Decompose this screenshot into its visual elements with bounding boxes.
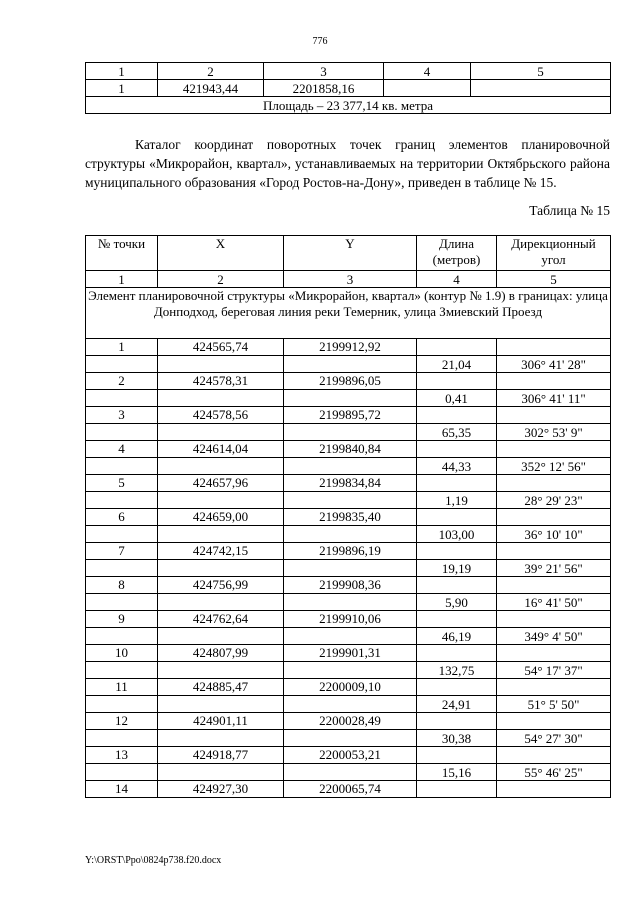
point-number: 11 [86,679,158,696]
point-x: 424614,04 [158,441,284,458]
empty-cell [497,475,611,492]
point-number: 7 [86,543,158,560]
empty-cell [284,730,417,747]
header-length: Длина (метров) [417,236,497,271]
top-area-row [86,97,611,114]
segment-length: 44,33 [417,458,497,475]
empty-cell [284,526,417,543]
point-x: 424578,56 [158,407,284,424]
point-y: 2199835,40 [284,509,417,526]
empty-cell [497,441,611,458]
previous-table-end [85,62,611,114]
column-number: 4 [417,271,497,288]
empty-cell [158,458,284,475]
point-row [86,747,611,764]
segment-row [86,628,611,645]
point-x: 424742,15 [158,543,284,560]
point-number: 4 [86,441,158,458]
segment-length: 15,16 [417,764,497,781]
segment-row [86,356,611,373]
empty-cell [417,509,497,526]
column-number-row [86,271,611,288]
segment-row [86,730,611,747]
empty-cell [417,543,497,560]
empty-cell [158,390,284,407]
segment-length: 65,35 [417,424,497,441]
empty-cell [417,441,497,458]
column-number: 3 [284,271,417,288]
empty-cell [86,526,158,543]
segment-angle: 352° 12' 56" [497,458,611,475]
point-row [86,441,611,458]
point-y: 2199840,84 [284,441,417,458]
empty-cell [158,526,284,543]
header-x: X [158,236,284,271]
empty-cell [417,781,497,798]
point-row [86,645,611,662]
point-row [86,407,611,424]
segment-row [86,696,611,713]
empty-cell [284,560,417,577]
segment-row [86,764,611,781]
segment-angle: 302° 53' 9" [497,424,611,441]
empty-cell [158,560,284,577]
empty-cell [158,424,284,441]
point-y: 2200065,74 [284,781,417,798]
empty-cell [417,577,497,594]
segment-angle: 36° 10' 10" [497,526,611,543]
empty-cell [284,492,417,509]
empty-cell [497,373,611,390]
catalog-paragraph: Каталог координат поворотных точек границ элементов планировочной структуры «Микрорайон, квартал», устанавливаемых на территории Октябрьского района муниципального образования «Город Ростов-на-Дону», приведен в таблице № 15. [85,137,610,190]
empty-cell [417,407,497,424]
empty-cell [497,611,611,628]
point-row [86,475,611,492]
segment-angle: 54° 17' 37" [497,662,611,679]
point-row [86,543,611,560]
segment-row [86,390,611,407]
point-number: 1 [86,339,158,356]
empty-cell [284,662,417,679]
empty-cell [497,645,611,662]
point-row [86,781,611,798]
segment-length: 132,75 [417,662,497,679]
empty-cell [158,594,284,611]
empty-cell [417,475,497,492]
segment-length: 0,41 [417,390,497,407]
empty-cell [86,492,158,509]
point-number: 8 [86,577,158,594]
empty-cell [284,628,417,645]
empty-cell [497,509,611,526]
point-x: 424807,99 [158,645,284,662]
page-number: 776 [312,36,328,47]
empty-cell [417,611,497,628]
point-number: 10 [86,645,158,662]
empty-cell [158,696,284,713]
segment-row [86,458,611,475]
empty-cell [86,628,158,645]
empty-cell [497,781,611,798]
column-number: 1 [86,271,158,288]
empty-cell [284,764,417,781]
segment-row [86,492,611,509]
empty-cell [497,747,611,764]
area-total: Площадь – 23 377,14 кв. метра [86,97,611,114]
segment-length: 1,19 [417,492,497,509]
top-cell [471,80,611,97]
point-row [86,339,611,356]
empty-cell [158,662,284,679]
point-row [86,509,611,526]
point-x: 424885,47 [158,679,284,696]
segment-length: 103,00 [417,526,497,543]
column-number: 2 [158,271,284,288]
segment-length: 46,19 [417,628,497,645]
segment-length: 5,90 [417,594,497,611]
empty-cell [497,679,611,696]
empty-cell [417,747,497,764]
top-cell: 2201858,16 [264,80,384,97]
table-caption: Таблица № 15 [529,203,610,218]
empty-cell [417,373,497,390]
point-y: 2199895,72 [284,407,417,424]
point-x: 424918,77 [158,747,284,764]
segment-angle: 16° 41' 50" [497,594,611,611]
top-header-cell: 4 [384,63,471,80]
point-number: 14 [86,781,158,798]
empty-cell [86,390,158,407]
point-x: 424659,00 [158,509,284,526]
point-number: 3 [86,407,158,424]
point-x: 424578,31 [158,373,284,390]
point-y: 2199910,06 [284,611,417,628]
segment-length: 24,91 [417,696,497,713]
segment-angle: 55° 46' 25" [497,764,611,781]
column-number: 5 [497,271,611,288]
point-y: 2199912,92 [284,339,417,356]
point-x: 424657,96 [158,475,284,492]
point-number: 6 [86,509,158,526]
segment-row [86,594,611,611]
segment-length: 30,38 [417,730,497,747]
segment-angle: 306° 41' 11" [497,390,611,407]
empty-cell [158,492,284,509]
point-number: 5 [86,475,158,492]
point-x: 424756,99 [158,577,284,594]
segment-length: 21,04 [417,356,497,373]
point-y: 2199896,19 [284,543,417,560]
empty-cell [86,424,158,441]
segment-row [86,560,611,577]
point-number: 13 [86,747,158,764]
point-y: 2199908,36 [284,577,417,594]
point-row [86,713,611,730]
top-header-row [86,63,611,80]
top-cell: 421943,44 [158,80,264,97]
empty-cell [86,696,158,713]
empty-cell [86,662,158,679]
empty-cell [497,577,611,594]
empty-cell [284,390,417,407]
point-y: 2199896,05 [284,373,417,390]
segment-length: 19,19 [417,560,497,577]
segment-angle: 28° 29' 23" [497,492,611,509]
empty-cell [86,458,158,475]
empty-cell [417,339,497,356]
point-number: 2 [86,373,158,390]
empty-cell [86,356,158,373]
point-row [86,577,611,594]
coordinates-table [85,235,611,798]
empty-cell [86,730,158,747]
point-number: 12 [86,713,158,730]
segment-row [86,424,611,441]
segment-row [86,662,611,679]
top-header-cell: 5 [471,63,611,80]
top-header-cell: 2 [158,63,264,80]
point-y: 2199901,31 [284,645,417,662]
empty-cell [417,713,497,730]
point-y: 2199834,84 [284,475,417,492]
segment-angle: 39° 21' 56" [497,560,611,577]
file-path-footer: Y:\ORST\Ppo\0824p738.f20.docx [85,855,222,866]
empty-cell [158,628,284,645]
point-number: 9 [86,611,158,628]
empty-cell [417,679,497,696]
empty-cell [284,696,417,713]
point-row [86,611,611,628]
header-row [86,236,611,271]
empty-cell [284,458,417,475]
empty-cell [284,356,417,373]
empty-cell [497,713,611,730]
segment-angle: 54° 27' 30" [497,730,611,747]
segment-angle: 51° 5' 50" [497,696,611,713]
top-cell: 1 [86,80,158,97]
empty-cell [497,339,611,356]
empty-cell [158,764,284,781]
point-x: 424565,74 [158,339,284,356]
top-header-cell: 3 [264,63,384,80]
point-row [86,373,611,390]
empty-cell [284,424,417,441]
point-y: 2200053,21 [284,747,417,764]
empty-cell [158,356,284,373]
section-title: Элемент планировочной структуры «Микрорайон, квартал» (контур № 1.9) в границах: улица Донподход, береговая линия реки Темерник, улица Змиевский Проезд [86,288,611,339]
segment-row [86,526,611,543]
empty-cell [497,543,611,560]
top-header-cell: 1 [86,63,158,80]
top-data-row [86,80,611,97]
empty-cell [86,594,158,611]
point-x: 424927,30 [158,781,284,798]
segment-angle: 349° 4' 50" [497,628,611,645]
empty-cell [86,560,158,577]
header-point-number: № точки [86,236,158,271]
empty-cell [284,594,417,611]
header-angle: Дирекционный угол [497,236,611,271]
point-row [86,679,611,696]
empty-cell [417,645,497,662]
segment-angle: 306° 41' 28" [497,356,611,373]
point-y: 2200009,10 [284,679,417,696]
point-x: 424901,11 [158,713,284,730]
header-y: Y [284,236,417,271]
empty-cell [158,730,284,747]
section-row [86,288,611,339]
empty-cell [86,764,158,781]
point-x: 424762,64 [158,611,284,628]
top-cell [384,80,471,97]
point-y: 2200028,49 [284,713,417,730]
empty-cell [497,407,611,424]
